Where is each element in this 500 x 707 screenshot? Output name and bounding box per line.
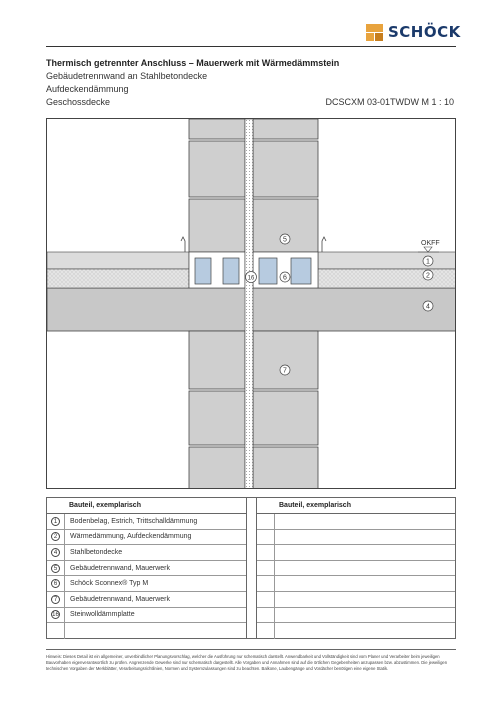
section-drawing <box>46 118 456 489</box>
legend-number: 5 <box>51 564 60 573</box>
floor-layer-left <box>47 252 189 269</box>
insulation-layer-left <box>47 269 189 288</box>
legend-row-empty <box>257 608 455 624</box>
legend-number: 6 <box>51 579 60 588</box>
header-divider <box>46 46 456 47</box>
legend-row-empty <box>257 514 455 530</box>
stonewool-joint <box>245 119 253 489</box>
legend-row-empty <box>257 592 455 608</box>
legend-row-empty <box>47 623 246 639</box>
legend-row <box>47 530 246 546</box>
legend-row <box>47 545 246 561</box>
legend-label: Schöck Sconnex® Typ M <box>70 580 149 588</box>
schoeck-logo <box>366 19 462 45</box>
legend-row <box>47 561 246 577</box>
legend-label: Gebäudetrennwand, Mauerwerk <box>70 595 171 603</box>
sconnex-blocks <box>189 252 318 288</box>
page-title: Thermisch getrennter Anschluss – Mauerwerk mit Wärmedämmstein <box>46 58 340 68</box>
marker-1: 1 <box>426 258 430 266</box>
legend-row-empty <box>257 561 455 577</box>
legend-label: Bodenbelag, Estrich, Trittschalldämmung <box>70 517 198 525</box>
legend-label: Gebäudetrennwand, Mauerwerk <box>70 564 171 572</box>
legend-label: Stahlbetondecke <box>70 548 123 556</box>
legend-header-left: Bauteil, exemplarisch <box>47 498 246 514</box>
okff-label: OKFF <box>421 240 440 247</box>
section-drawing-svg <box>47 119 456 489</box>
legend-row-empty <box>257 530 455 546</box>
legend-row <box>47 608 246 624</box>
disclaimer-note: Hinweis: Dieses Detail ist ein allgemeiner, unverbindlicher Planungsvorschlag, welcher die Ausführung nur schematisch darstellt. Anwendbarkeit und Vollständigkeit sind vom Planer und Verarbeiter beim jeweiligen Bauvorhaben eigenverantwortlich zu prüfen. Angrenzende Gewerke sind nur schematisch dargestellt. Alle Vorgaben und Annahmen sind auf die örtlichen Gegebenheiten anzupassen bzw. abzustimmen. Die jeweiligen technischen Vorgaben der Merkblätter, Verarbeitungsrichtlinien, Normen und Systemzulassungen sind zu beachten. Balkone, Laubengänge und Vordächer benötigen eine eigene Statik. <box>46 654 448 671</box>
subtitle-line-1: Gebäudetrennwand an Stahlbetondecke <box>46 71 208 81</box>
drawing-code-scale: DCSCXM 03-01TWDW M 1 : 10 <box>325 97 454 107</box>
legend-row <box>47 592 246 608</box>
marker-6: 6 <box>283 274 287 282</box>
marker-7: 7 <box>283 367 287 375</box>
insulation-layer-right <box>318 269 456 288</box>
marker-16: 16 <box>247 275 255 282</box>
marker-4: 4 <box>426 303 430 311</box>
footer-divider <box>46 649 456 650</box>
legend-header-right: Bauteil, exemplarisch <box>257 498 455 514</box>
upper-masonry-wall <box>189 119 318 252</box>
logo-mark-icon <box>366 24 383 41</box>
legend-row <box>47 576 246 592</box>
legend-number: 4 <box>51 548 60 557</box>
lower-masonry-wall <box>189 331 318 489</box>
legend-label: Wärmedämmung, Aufdeckendämmung <box>70 533 192 541</box>
legend-table <box>46 497 456 639</box>
legend-row-empty <box>257 623 455 639</box>
legend-label: Steinwolldämmplatte <box>70 611 135 619</box>
legend-row-empty <box>257 576 455 592</box>
legend-column-left <box>47 498 247 638</box>
legend-number: 16 <box>52 612 59 619</box>
marker-5: 5 <box>283 236 287 244</box>
legend-column-right <box>256 498 455 638</box>
marker-2: 2 <box>426 272 430 280</box>
subtitle-line-3: Geschossdecke <box>46 97 111 107</box>
legend-row-empty <box>257 545 455 561</box>
floor-layer-right <box>318 252 456 269</box>
subtitle-line-2: Aufdeckendämmung <box>46 84 129 94</box>
legend-number: 7 <box>51 595 60 604</box>
legend-number: 1 <box>51 517 60 526</box>
legend-row <box>47 514 246 530</box>
brand-name: SCHÖCK <box>388 23 461 41</box>
okff-triangle-icon <box>424 247 432 252</box>
legend-number: 2 <box>51 532 60 541</box>
